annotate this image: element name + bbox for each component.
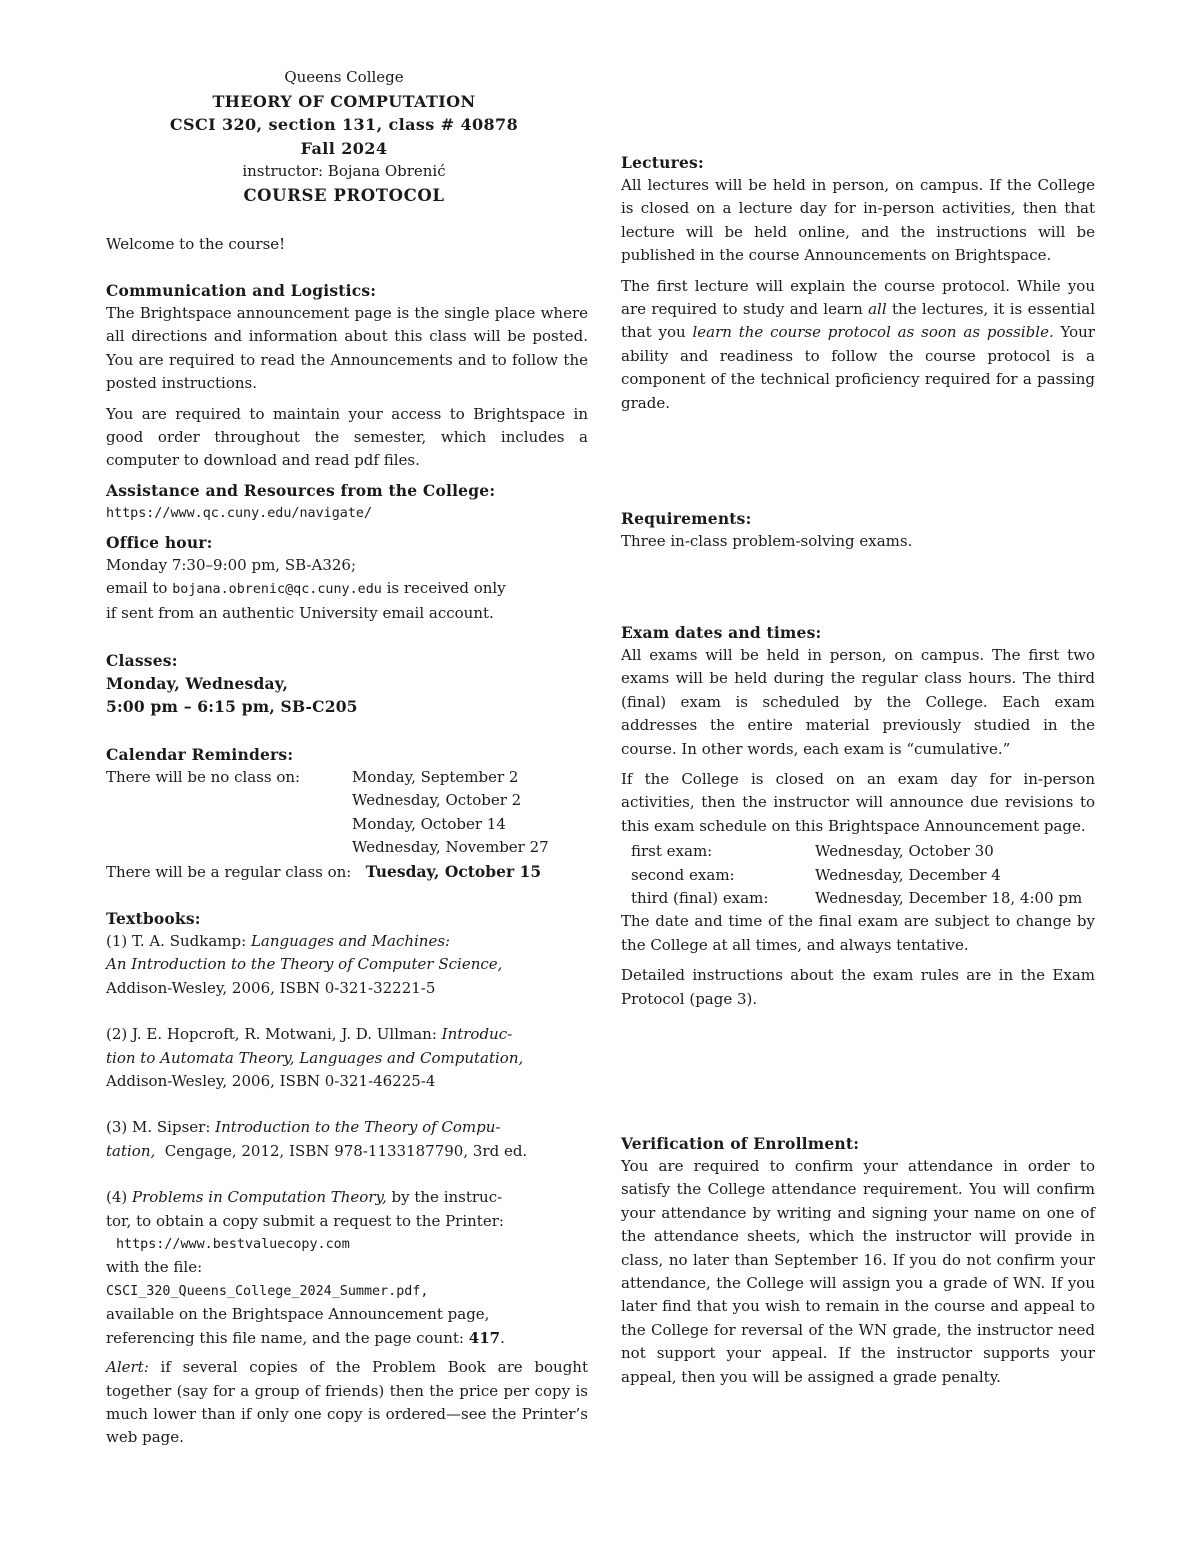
alert-paragraph bbox=[106, 1356, 588, 1450]
email-prefix: email to bbox=[106, 579, 173, 598]
exam-date: Wednesday, October 30 bbox=[815, 842, 994, 861]
textbooks-section bbox=[106, 908, 588, 1450]
textbook-4 bbox=[106, 1186, 588, 1449]
requirements-text: Three in-class problem-solving exams. bbox=[621, 532, 913, 550]
no-class-date-2: Wednesday, October 2 bbox=[352, 791, 522, 810]
classes-days: Monday, Wednesday, bbox=[106, 674, 289, 693]
exam-date: Wednesday, December 4 bbox=[815, 865, 1001, 884]
exam-label: second exam: bbox=[631, 865, 735, 884]
instructor-email[interactable]: bojana.obrenic@qc.cuny.edu bbox=[172, 582, 382, 598]
lectures-p2-all: all bbox=[868, 300, 887, 319]
exams-paragraph-1: All exams will be held in person, on campus. The first two exams will be held during the regular class hours. The third (final) exam is scheduled by the College. Each exam addresses the entire material previously studied in the course. In other words, each exam is “cumulative.” bbox=[621, 646, 1095, 758]
textbook-2-publisher: Addison-Wesley, 2006, ISBN 0-321-46225-4 bbox=[106, 1072, 436, 1091]
office-hour-email-line bbox=[106, 577, 588, 601]
classes-heading: Classes: bbox=[106, 651, 178, 670]
textbook-3-author: (3) M. Sipser: bbox=[106, 1118, 216, 1137]
office-hour-email-note: if sent from an authentic University email account. bbox=[106, 603, 494, 622]
exams-paragraph-4: Detailed instructions about the exam rules are in the Exam Protocol (page 3). bbox=[621, 966, 1095, 1008]
office-hour-section bbox=[106, 532, 588, 625]
no-class-date-4: Wednesday, November 27 bbox=[352, 838, 549, 857]
printer-url[interactable]: https://www.bestvaluecopy.com bbox=[116, 1237, 350, 1253]
lectures-p2-b: the lectures, it is essential that you bbox=[621, 300, 1095, 342]
document-header bbox=[106, 66, 582, 207]
course-code: CSCI 320, section 131, class # 40878 bbox=[169, 115, 519, 134]
assistance-heading: Assistance and Resources from the College: bbox=[106, 481, 496, 500]
page-count-end: . bbox=[500, 1328, 505, 1347]
no-class-label: There will be no class on: bbox=[106, 768, 301, 786]
exams-paragraph-2: If the College is closed on an exam day for in-person activities, then the instructor will announce due revisions to this exam schedule on this Brightspace Announcement page. bbox=[621, 770, 1095, 835]
textbooks-heading: Textbooks: bbox=[106, 909, 201, 928]
verification-section bbox=[621, 1133, 1095, 1389]
verification-text: You are required to confirm your attendance in order to satisfy the College attendance requirement. You will confirm your attendance by writing and signing your name on one of the attendance sheets, which the instructor will provide in class, no later than September 16. If you do not confirm your attendance, the College will assign you a grade of WN. If you later find that you wish to remain in the course and appeal to the College for reversal of the WN grade, the instructor need not support your appeal. If the instructor supports your appeal, then you will be assigned a grade penalty. bbox=[621, 1157, 1095, 1386]
lectures-p2-emphasis: learn the course protocol as soon as possible. bbox=[692, 323, 1054, 342]
alert-label: Alert: bbox=[106, 1358, 149, 1377]
office-hour-heading: Office hour: bbox=[106, 533, 213, 552]
exam-date: Wednesday, December 18, 4:00 pm bbox=[815, 889, 1083, 908]
lectures-paragraph-2 bbox=[621, 275, 1095, 415]
exam-label: third (final) exam: bbox=[631, 889, 769, 908]
textbook-4-reference: referencing this file name, and the page count: bbox=[106, 1328, 469, 1347]
verification-heading: Verification of Enrollment: bbox=[621, 1134, 860, 1153]
textbook-1-author: (1) T. A. Sudkamp: bbox=[106, 932, 251, 950]
calendar-section bbox=[106, 744, 588, 884]
lectures-section bbox=[621, 152, 1095, 415]
textbook-4-order-note: tor, to obtain a copy submit a request to the Printer: bbox=[106, 1211, 504, 1230]
exam-row bbox=[631, 887, 1082, 910]
calendar-heading: Calendar Reminders: bbox=[106, 745, 294, 764]
no-class-table bbox=[106, 766, 549, 860]
textbook-4-with-file: with the file: bbox=[106, 1258, 203, 1277]
communication-paragraph-2: You are required to maintain your access to Brightspace in good order throughout the semester, which includes a computer to download and read pdf files. bbox=[106, 404, 588, 470]
communication-paragraph-1: The Brightspace announcement page is the single place where all directions and information about this class will be posted. You are required to read the Announcements and to follow the posted instructions. bbox=[106, 304, 588, 393]
instructor-name: instructor: Bojana Obrenić bbox=[242, 162, 446, 180]
term: Fall 2024 bbox=[300, 138, 388, 158]
textbook-2-title: Introduc- bbox=[441, 1025, 513, 1044]
assistance-url[interactable]: https://www.qc.cuny.edu/navigate/ bbox=[106, 506, 373, 521]
regular-class-date: Tuesday, October 15 bbox=[365, 861, 542, 881]
document-title: COURSE PROTOCOL bbox=[243, 185, 445, 205]
textbook-4-title: Problems in Computation Theory, bbox=[132, 1188, 387, 1207]
college-name: Queens College bbox=[284, 68, 404, 86]
textbook-1-title: Languages and Machines: bbox=[250, 932, 451, 950]
lectures-paragraph-1: All lectures will be held in person, on campus. If the College is closed on a lecture day for in-person activities, then that lecture will be held online, and the instructions will be published in the course Announcements on Brightspace. bbox=[621, 176, 1095, 265]
textbook-3-title-cont: tation, bbox=[106, 1141, 156, 1160]
textbook-3-publisher: Cengage, 2012, ISBN 978-1133187790, 3rd ed. bbox=[155, 1141, 528, 1160]
page-count: 417 bbox=[468, 1328, 501, 1347]
communication-heading: Communication and Logistics: bbox=[106, 281, 377, 300]
exam-row bbox=[631, 840, 1082, 863]
exam-label: first exam: bbox=[631, 842, 713, 861]
textbook-4-number: (4) bbox=[106, 1188, 133, 1207]
classes-section bbox=[106, 650, 588, 719]
email-suffix: is received only bbox=[381, 579, 506, 598]
exams-heading: Exam dates and times: bbox=[621, 623, 822, 642]
textbook-1 bbox=[106, 930, 588, 1000]
lectures-p2-a: The first lecture will explain the course protocol. While you are required to study and learn bbox=[621, 276, 1095, 319]
classes-time: 5:00 pm – 6:15 pm, SB-C205 bbox=[106, 697, 358, 717]
alert-text: if several copies of the Problem Book are bought together (say for a group of friends) then the price per copy is much lower than if only one copy is ordered—see the Printer’s web page. bbox=[106, 1358, 588, 1447]
textbook-4-filename: CSCI_320_Queens_College_2024_Summer.pdf, bbox=[106, 1283, 429, 1299]
lectures-heading: Lectures: bbox=[621, 153, 704, 172]
welcome-text: Welcome to the course! bbox=[106, 235, 286, 253]
textbook-2 bbox=[106, 1023, 588, 1093]
communication-section bbox=[106, 280, 588, 473]
no-class-date-3: Monday, October 14 bbox=[352, 814, 506, 833]
course-title: THEORY OF COMPUTATION bbox=[212, 91, 476, 111]
exams-section bbox=[621, 622, 1095, 1011]
assistance-section bbox=[106, 480, 588, 525]
office-hour-time: Monday 7:30–9:00 pm, SB-A326; bbox=[106, 556, 356, 574]
textbook-1-subtitle: An Introduction to the Theory of Computer Science, bbox=[106, 955, 503, 974]
textbook-4-author: by the instruc- bbox=[386, 1188, 503, 1207]
textbook-2-authors: (2) J. E. Hopcroft, R. Motwani, J. D. Ullman: bbox=[106, 1025, 442, 1044]
exam-schedule-table bbox=[631, 840, 1082, 910]
textbook-2-title-cont: tion to Automata Theory, Languages and Computation, bbox=[106, 1048, 524, 1067]
textbook-3 bbox=[106, 1116, 588, 1163]
requirements-section bbox=[621, 508, 1095, 553]
lectures-p2-c: Your ability and readiness to follow the course protocol is a component of the technical proficiency required for a passing grade. bbox=[621, 323, 1095, 412]
requirements-heading: Requirements: bbox=[621, 509, 752, 528]
textbook-1-publisher: Addison-Wesley, 2006, ISBN 0-321-32221-5 bbox=[106, 978, 436, 997]
textbook-3-title: Introduction to the Theory of Compu- bbox=[215, 1118, 501, 1137]
textbook-4-availability: available on the Brightspace Announcement page, bbox=[106, 1305, 490, 1324]
regular-class-label: There will be a regular class on: bbox=[106, 862, 352, 881]
no-class-date-1: Monday, September 2 bbox=[352, 768, 519, 786]
exam-row bbox=[631, 864, 1082, 887]
exams-paragraph-3: The date and time of the final exam are subject to change by the College at all times, and always tentative. bbox=[621, 912, 1095, 954]
regular-class-line bbox=[106, 860, 588, 884]
